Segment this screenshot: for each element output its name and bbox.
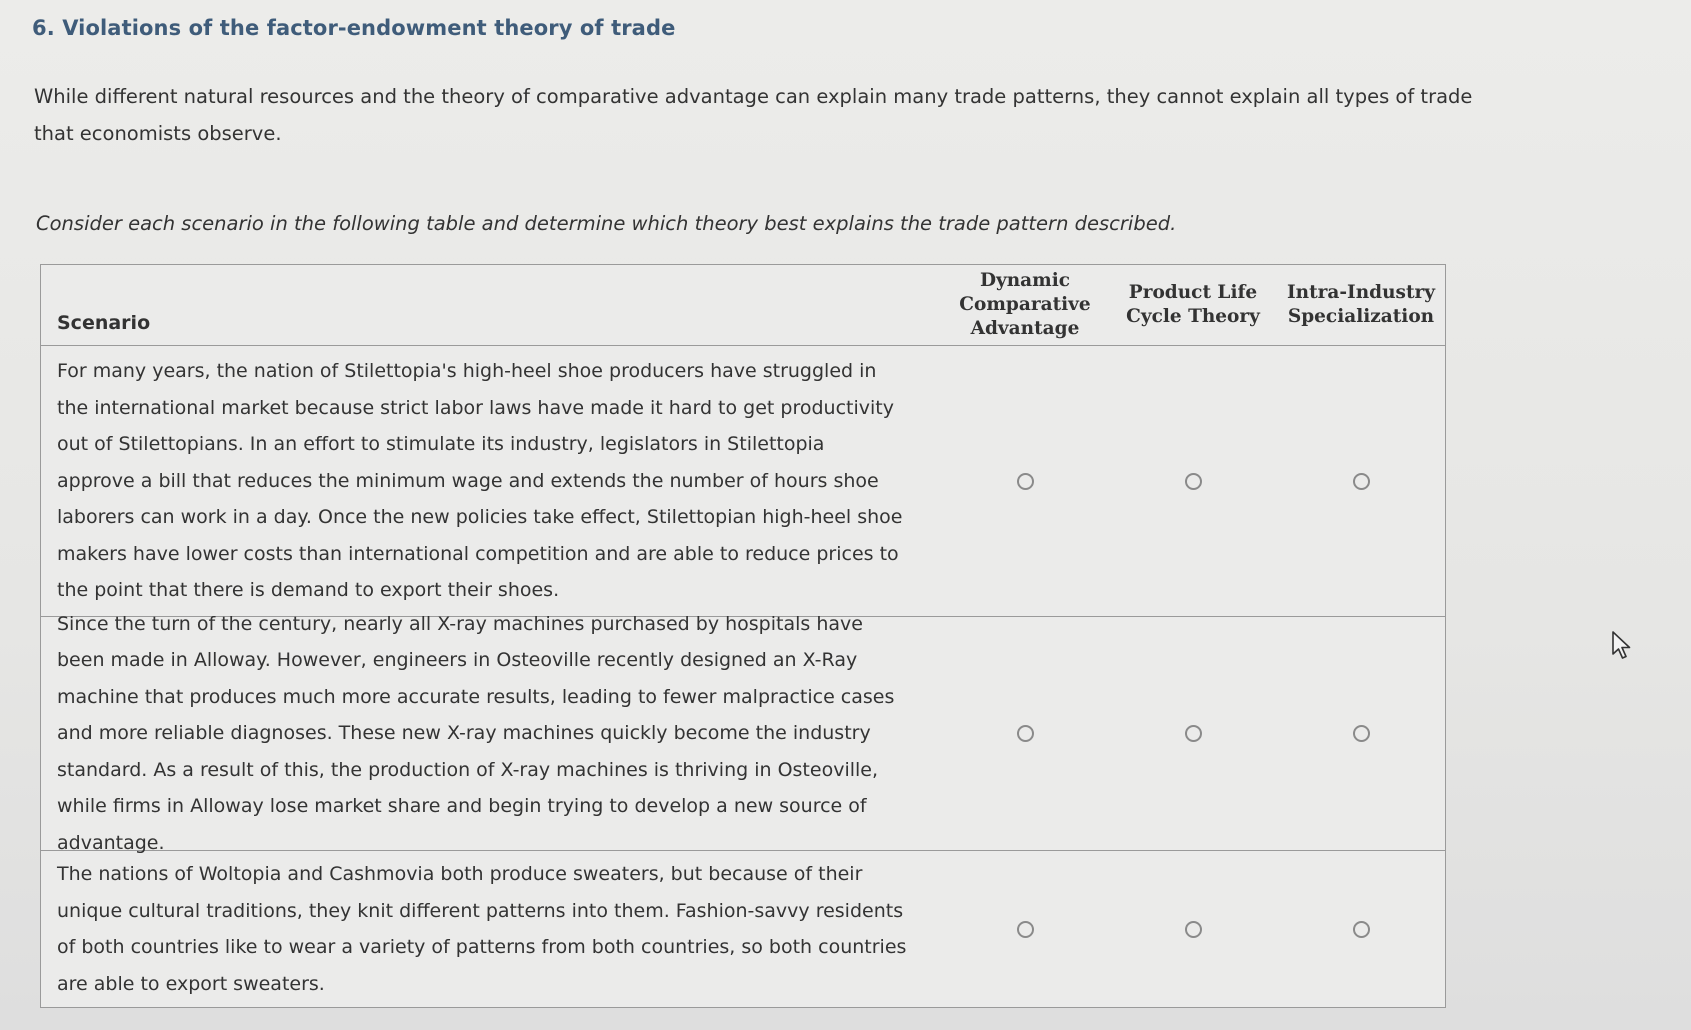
table-row-sweaters (41, 851, 1445, 1007)
scenario-text (41, 343, 941, 619)
mouse-cursor-icon (1610, 630, 1634, 660)
cell-intra-industry (1277, 725, 1445, 742)
scenario-text-stilettopia: For many years, the nation of Stilettopia's high-heel shoe producers have struggled in the international market because strict labor laws have made it hard to get productivity out of Stilettopians. In an effort to stimulate its industry, legislators in Stilettopia approve a bill that reduces the minimum wage and extends the number of hours shoe laborers can work in a day. Once the new policies take effect, Stilettopian high-heel shoe makers have lower costs than international competition and are able to reduce prices to the point that there is demand to export their shoes. (57, 360, 903, 602)
cell-dynamic (941, 921, 1109, 938)
radio-row1-intra-industry-specialization[interactable] (1353, 473, 1370, 490)
question-intro: While different natural resources and the theory of comparative advantage can explain many trade patterns, they cannot explain all types of trade that economists observe. (34, 85, 1473, 145)
radio-row3-dynamic-comparative-advantage[interactable] (1017, 921, 1034, 938)
radio-row2-product-life-cycle-theory[interactable] (1185, 725, 1202, 742)
cell-product-life-cycle (1109, 921, 1277, 938)
radio-row2-dynamic-comparative-advantage[interactable] (1017, 725, 1034, 742)
cell-product-life-cycle (1109, 725, 1277, 742)
radio-row3-product-life-cycle-theory[interactable] (1185, 921, 1202, 938)
scenario-text-sweaters: The nations of Woltopia and Cashmovia both produce sweaters, but because of their unique cultural traditions, they knit different patterns into them. Fashion-savvy residents of both countries like to wear a variety of patterns from both countries, so both countries are able to export sweaters. (57, 863, 907, 995)
scenario-text (41, 596, 941, 872)
header-product-life-cycle-theory: Product Life Cycle Theory (1126, 282, 1260, 327)
cell-dynamic (941, 725, 1109, 742)
radio-row1-dynamic-comparative-advantage[interactable] (1017, 473, 1034, 490)
radio-row3-intra-industry-specialization[interactable] (1353, 921, 1370, 938)
radio-row2-intra-industry-specialization[interactable] (1353, 725, 1370, 742)
scenario-text (41, 846, 941, 1012)
scenario-text-xray: Since the turn of the century, nearly all X-ray machines purchased by hospitals have been made in Alloway. However, engineers in Osteoville recently designed an X-Ray machine that produces much more accurate results, leading to fewer malpractice cases and more reliable diagnoses. These new X-ray machines quickly become the industry standard. As a result of this, the production of X-ray machines is thriving in Osteoville, while firms in Alloway lose market share and begin trying to develop a new source of advantage. (57, 612, 895, 854)
question-title: 6. Violations of the factor-endowment theory of trade (32, 16, 676, 40)
cell-intra-industry (1277, 921, 1445, 938)
radio-row1-product-life-cycle-theory[interactable] (1185, 473, 1202, 490)
cell-intra-industry (1277, 473, 1445, 490)
table-row-stilettopia (41, 346, 1445, 617)
cell-dynamic (941, 473, 1109, 490)
header-intra-industry-specialization: Intra-Industry Specialization (1286, 282, 1435, 327)
scenario-table (40, 264, 1446, 1008)
question-instruction: Consider each scenario in the following table and determine which theory best explains the trade pattern described. (36, 212, 1177, 235)
table-header (41, 265, 1445, 346)
table-row-xray (41, 612, 1445, 854)
cell-product-life-cycle (1109, 473, 1277, 490)
header-scenario: Scenario (57, 312, 151, 334)
header-dynamic-comparative-advantage: Dynamic Comparative Advantage (959, 270, 1091, 339)
